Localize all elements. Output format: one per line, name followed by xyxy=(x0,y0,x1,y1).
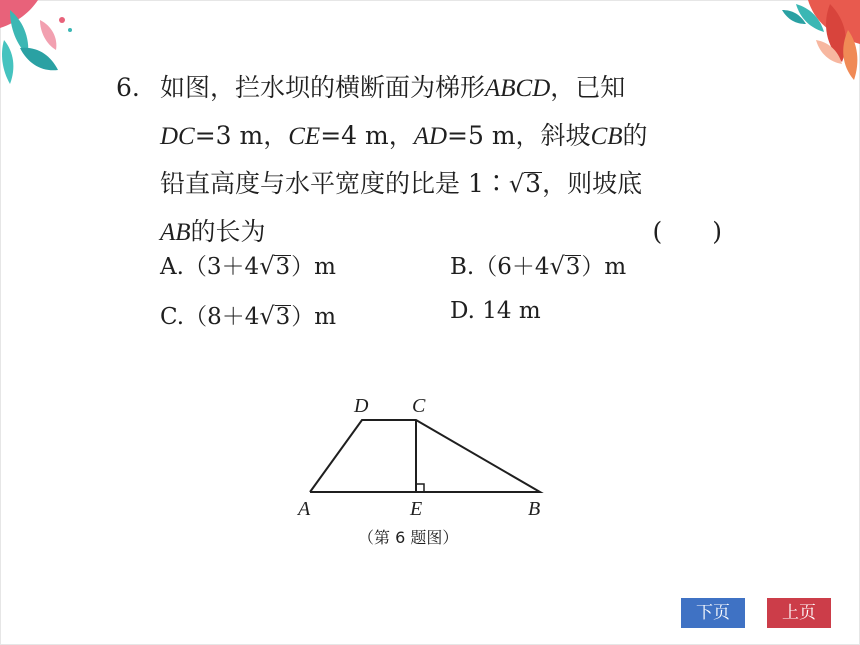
label-d: D xyxy=(354,395,369,417)
question-text: 铅直高度与水平宽度的比是 1∶ xyxy=(160,169,509,198)
question-text: ，已知 xyxy=(550,73,626,102)
answer-blank: ( ) xyxy=(652,217,722,246)
leaf-decoration-right xyxy=(730,0,860,85)
question-line-1 xyxy=(116,64,736,112)
question-stem xyxy=(116,64,736,256)
segment-cb: CB xyxy=(590,123,623,150)
answer-options xyxy=(160,248,720,348)
question-text: 的长为 xyxy=(190,217,266,246)
label-b: B xyxy=(528,498,541,520)
value-dc: =3 m， xyxy=(194,121,289,150)
next-page-button[interactable]: 下页 xyxy=(681,598,745,628)
option-b: B.（6＋4√3）m xyxy=(450,252,627,280)
value-ce: =4 m， xyxy=(320,121,414,150)
question-text: 的 xyxy=(622,121,648,150)
segment-ab: AB xyxy=(160,219,191,246)
question-text: ，则坡底 xyxy=(542,169,643,198)
question-line-3 xyxy=(116,160,736,208)
question-number: 6. xyxy=(116,73,140,102)
option-d: D. 14 m xyxy=(450,298,541,324)
leaf-decoration-left xyxy=(0,0,90,95)
trapezoid-outline xyxy=(310,420,540,492)
question-text: 如图，拦水坝的横断面为梯形 xyxy=(160,73,486,102)
value-ad: =5 m，斜坡 xyxy=(447,121,591,150)
sqrt-expression: √3 xyxy=(508,169,542,198)
figure-caption: （第 6 题图） xyxy=(358,528,459,547)
shape-name: ABCD xyxy=(485,75,551,102)
segment-ce: CE xyxy=(288,123,321,150)
segment-ad: AD xyxy=(413,123,448,150)
option-a: A.（3＋4√3）m xyxy=(160,252,336,280)
previous-page-button[interactable]: 上页 xyxy=(767,598,831,628)
label-e: E xyxy=(410,498,423,520)
question-line-2 xyxy=(116,112,736,160)
option-c: C.（8＋4√3）m xyxy=(160,302,337,330)
segment-dc: DC xyxy=(160,123,195,150)
right-angle-mark xyxy=(416,484,424,492)
label-c: C xyxy=(412,395,426,417)
label-a: A xyxy=(298,498,311,520)
